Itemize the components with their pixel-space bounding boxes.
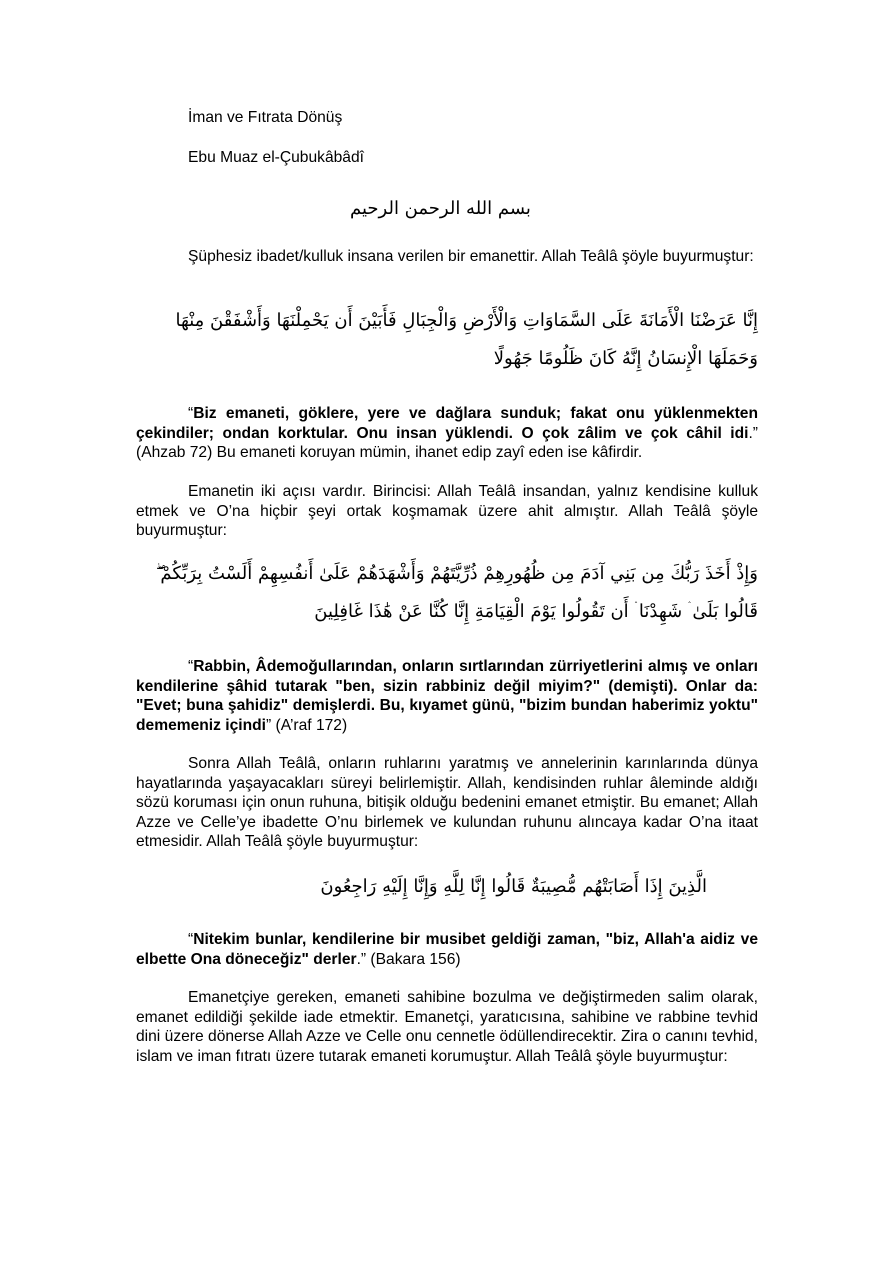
quote-open: “ [188, 931, 194, 948]
ayah-araf-172: وَإِذْ أَخَذَ رَبُّكَ مِن بَنِي آدَمَ مِن ظُهُورِهِمْ ذُرِّيَّتَهُمْ وَأَشْهَدَهُمْ عَلَىٰ أَنفُسِهِمْ أَلَسْتُ بِرَبِّكُمْ ۖ قَالُوا بَلَىٰ ۛ شَهِدْنَا ۛ أَن تَقُولُوا يَوْمَ الْقِيَامَةِ إِنَّا كُنَّا عَنْ هَٰذَا غَافِلِينَ [155, 563, 758, 622]
quote-open: “ [188, 405, 194, 422]
paragraph-2 [136, 404, 758, 463]
paragraph-1: Şüphesiz ibadet/kulluk insana verilen bir emanettir. Allah Teâlâ şöyle buyurmuştur: [188, 248, 754, 265]
paragraph-7: Emanetçiye gereken, emaneti sahibine bozulma ve değiştirmeden salim olarak, emanet edildiği şekilde iade etmektir. Emanetçi, yaratıcısına, sahibine ve rabbine tevhid dini üzere dönerse Allah Azze ve Celle onu cennetle ödüllendirecektir. Zira o canını tevhid, islam ve iman fıtratı üzere tutarak emaneti korumuştur. Allah Teâlâ şöyle buyurmuştur: [136, 989, 758, 1065]
translation-bakara-156: Nitekim bunlar, kendilerine bir musibet geldiği zaman, "biz, Allah'a aidiz ve elbette Ona döneceğiz" derler [136, 931, 758, 968]
citation-ahzab-72: .” (Ahzab 72) Bu emaneti koruyan mümin, ihanet edip zayî eden ise kâfirdir. [136, 424, 758, 461]
quote-open: “ [188, 658, 194, 675]
translation-araf-172: Rabbin, Âdemoğullarından, onların sırtlarından zürriyetlerini almış ve onları kendilerine şâhid tutarak "ben, sizin rabbiniz değil miyim?" (demişti). Onlar da: "Evet; buna şahidiz" demişlerdi. Bu, kıyamet günü, "bizim bundan haberimiz yoktu" dememeniz içindi [136, 658, 758, 734]
author-name: Ebu Muaz el-Çubukâbâdî [188, 149, 364, 166]
translation-ahzab-72: Biz emaneti, göklere, yere ve dağlara sunduk; fakat onu yüklenmekten çekindiler; ondan korktular. Onu insan yüklendi. O çok zâlim ve çok câhil idi [136, 405, 758, 442]
paragraph-4 [136, 657, 758, 735]
paragraph-3: Emanetin iki açısı vardır. Birincisi: Allah Teâlâ insandan, yalnız kendisine kulluk etmek ve O’na hiçbir şeyi ortak koşmamak üzere ahit almıştır. Allah Teâlâ şöyle buyurmuştur: [136, 483, 758, 539]
paragraph-6 [136, 930, 758, 969]
document-title: İman ve Fıtrata Dönüş [188, 109, 343, 126]
ayah-bakara-156: الَّذِينَ إِذَا أَصَابَتْهُم مُّصِيبَةٌ قَالُوا إِنَّا لِلَّهِ وَإِنَّا إِلَيْهِ رَاجِعُونَ [320, 876, 707, 897]
citation-bakara-156: .” (Bakara 156) [356, 950, 461, 968]
basmala: بسم الله الرحمن الرحيم [350, 198, 531, 219]
paragraph-5: Sonra Allah Teâlâ, onların ruhlarını yaratmış ve annelerinin karınlarında dünya hayatlarında yaşayacakları süreyi belirlemiştir. Allah, kendisinden ruhlar âleminde aldığı sözü koruması için onun ruhuna, bitişik olduğu bedenini emanet etmiştir. Bu emanet; Allah Azze ve Celle’ye ibadette O’nu birlemek ve kulundan ruhunu alıncaya kadar O’na itaat etmesidir. Allah Teâlâ şöyle buyurmuştur: [136, 755, 758, 850]
ayah-ahzab-72: إِنَّا عَرَضْنَا الْأَمَانَةَ عَلَى السَّمَاوَاتِ وَالْأَرْضِ وَالْجِبَالِ فَأَبَيْنَ أَن يَحْمِلْنَهَا وَأَشْفَقْنَ مِنْهَا وَحَمَلَهَا الْإِنسَانُ إِنَّهُ كَانَ ظَلُومًا جَهُولًا [175, 310, 758, 369]
citation-araf-172: ” (A’raf 172) [265, 716, 348, 734]
